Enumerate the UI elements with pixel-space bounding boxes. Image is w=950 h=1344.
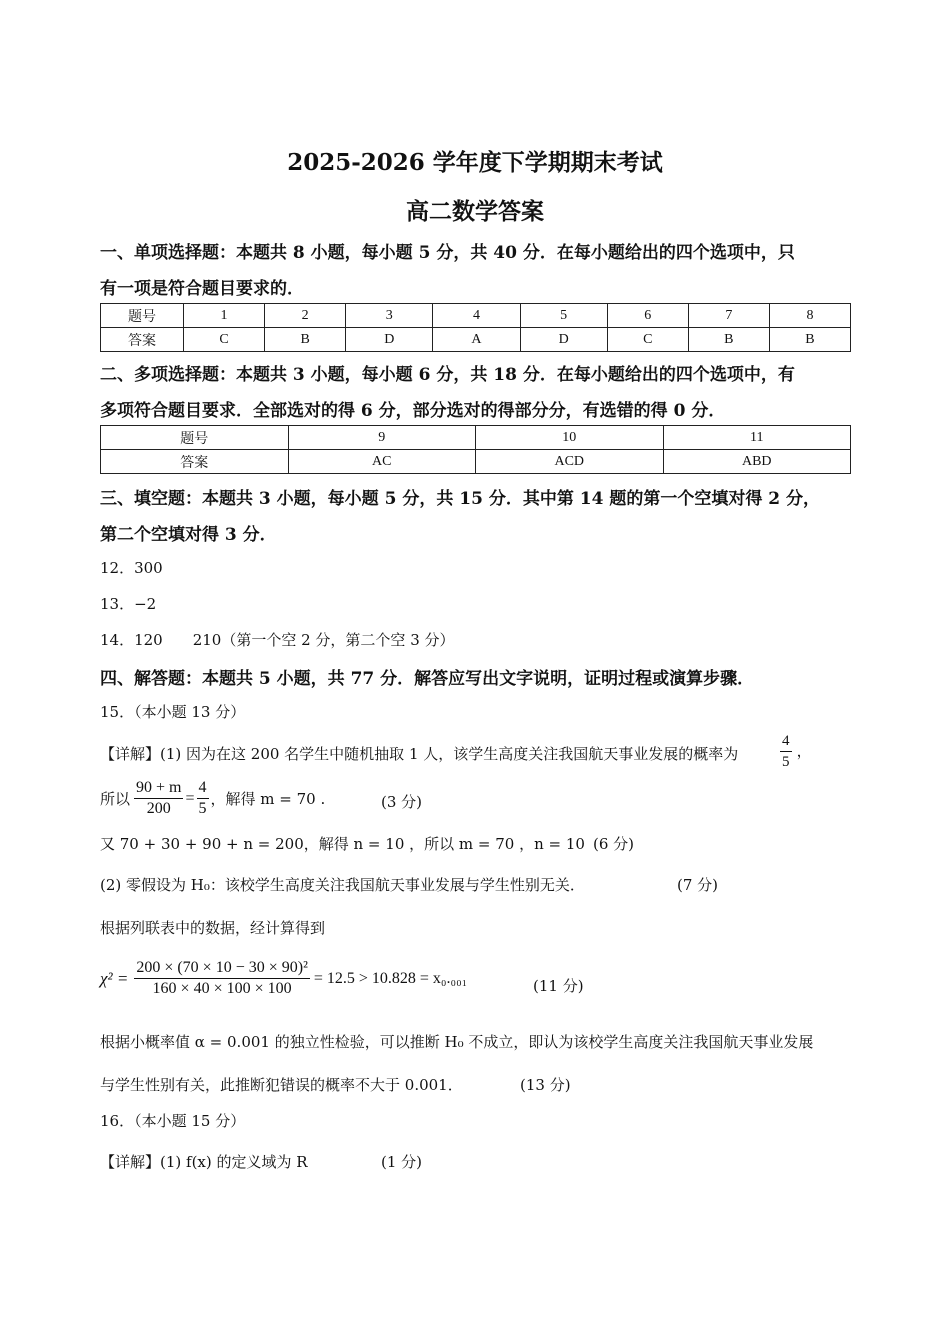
section3-heading-line1: 三、填空题：本题共 3 小题，每小题 5 分，共 15 分．其中第 14 题的第一个空填对得 2 分， [100, 489, 820, 509]
q15-heading: 15．（本小题 13 分） [100, 703, 246, 721]
table-cell: D [520, 328, 607, 352]
fraction-numerator: 90 + m [134, 778, 183, 799]
q15-part2-compute-text: 根据列联表中的数据，经计算得到 [100, 919, 326, 937]
table-cell: ABD [663, 450, 851, 474]
chi-square-rhs: = 12.5 > 10.828 = x₀.₀₀₁ [313, 969, 468, 987]
table-row-answers [101, 328, 851, 352]
q15-conclusion-line1: 根据小概率值 α = 0.001 的独立性检验，可以推断 H₀ 不成立，即认为该校学生高度关注我国航天事业发展 [100, 1033, 814, 1051]
chi-square-lhs: χ² = [100, 968, 129, 988]
fraction-denominator: 5 [198, 800, 207, 817]
score-3: (3 分) [381, 793, 423, 811]
section3-heading-line2: 第二个空填对得 3 分． [100, 525, 277, 545]
q15-part2-hypothesis: (2) 零假设为 H₀：该校学生高度关注我国航天事业发展与学生性别无关． [100, 876, 585, 894]
table-cell: 9 [288, 426, 476, 450]
table-header-cell: 题号 [101, 304, 184, 328]
table-cell: A [433, 328, 520, 352]
score-1: (1 分) [381, 1153, 423, 1171]
q15-equation-m [100, 778, 325, 819]
table-cell: 8 [769, 304, 850, 328]
table-cell: 7 [688, 304, 769, 328]
page-subtitle: 高二数学答案 [406, 198, 544, 225]
table-cell: B [769, 328, 850, 352]
table-cell: C [184, 328, 265, 352]
table-cell: B [688, 328, 769, 352]
table-cell: ACD [476, 450, 664, 474]
table-row-answers [101, 450, 851, 474]
table-cell: 5 [520, 304, 607, 328]
table-cell: 4 [433, 304, 520, 328]
single-choice-answer-table [100, 303, 851, 352]
section1-heading-line2: 有一项是符合题目要求的． [100, 279, 304, 299]
q15-probability-fraction: $\frac{4}{5}$ ， [782, 733, 812, 770]
score-11: (11 分) [533, 977, 584, 995]
table-cell: B [265, 328, 346, 352]
q15-part1-text: 【详解】(1) 因为在这 200 名学生中随机抽取 1 人，该学生高度关注我国航天事业发展的概率为 [100, 745, 739, 763]
chi-square-formula [100, 958, 467, 999]
answer-12: 12．300 [100, 559, 163, 577]
text-so: 所以 [100, 790, 131, 808]
table-header-cell: 答案 [101, 328, 184, 352]
q15-conclusion-line2: 与学生性别有关，此推断犯错误的概率不大于 0.001． [100, 1076, 463, 1094]
table-header-cell: 答案 [101, 450, 289, 474]
section4-heading: 四、解答题：本题共 5 小题，共 77 分．解答应写出文字说明，证明过程或演算步骤． [100, 669, 755, 689]
fraction-denominator: 160 × 40 × 100 × 100 [152, 980, 292, 997]
fraction-numerator: 4 [197, 778, 209, 799]
table-cell: 1 [184, 304, 265, 328]
text-solve-m: ，解得 m = 70 . [210, 790, 326, 808]
score-6: (6 分) [593, 835, 635, 853]
table-cell: 6 [607, 304, 688, 328]
table-row-questions [101, 304, 851, 328]
answer-13: 13．−2 [100, 595, 157, 613]
table-cell: C [607, 328, 688, 352]
table-cell: D [346, 328, 433, 352]
table-cell: 10 [476, 426, 664, 450]
fraction-denominator: 200 [146, 800, 171, 817]
section2-heading-line2: 多项符合题目要求．全部选对的得 6 分，部分选对的得部分分，有选错的得 0 分． [100, 401, 726, 421]
page-title: 2025-2026 学年度下学期期末考试 [287, 149, 663, 176]
q16-heading: 16．（本小题 15 分） [100, 1112, 246, 1130]
multi-choice-answer-table [100, 425, 851, 474]
table-cell: 3 [346, 304, 433, 328]
section1-heading-line1: 一、单项选择题：本题共 8 小题，每小题 5 分，共 40 分．在每小题给出的四个选项中，只 [100, 243, 795, 263]
q16-part1-text: 【详解】(1) f(x) 的定义域为 R [100, 1153, 308, 1171]
table-cell: 2 [265, 304, 346, 328]
table-header-cell: 题号 [101, 426, 289, 450]
section2-heading-line1: 二、多项选择题：本题共 3 小题，每小题 6 分，共 18 分．在每小题给出的四个选项中，有 [100, 365, 795, 385]
equals-sign: = [185, 789, 195, 807]
score-13: (13 分) [520, 1076, 571, 1094]
q15-part1-step2: 又 70 + 30 + 90 + n = 200，解得 n = 10 ，所以 m = 70 ，n = 10 [100, 835, 585, 853]
table-cell: AC [288, 450, 476, 474]
table-cell: 11 [663, 426, 851, 450]
fraction-numerator: 4 [780, 731, 792, 752]
answer-14: 14．120 210（第一个空 2 分，第二个空 3 分） [100, 631, 455, 649]
score-7: (7 分) [677, 876, 719, 894]
table-row-questions [101, 426, 851, 450]
fraction-numerator: 200 × (70 × 10 − 30 × 90)² [134, 958, 310, 979]
fraction-denominator: 5 [782, 754, 790, 770]
